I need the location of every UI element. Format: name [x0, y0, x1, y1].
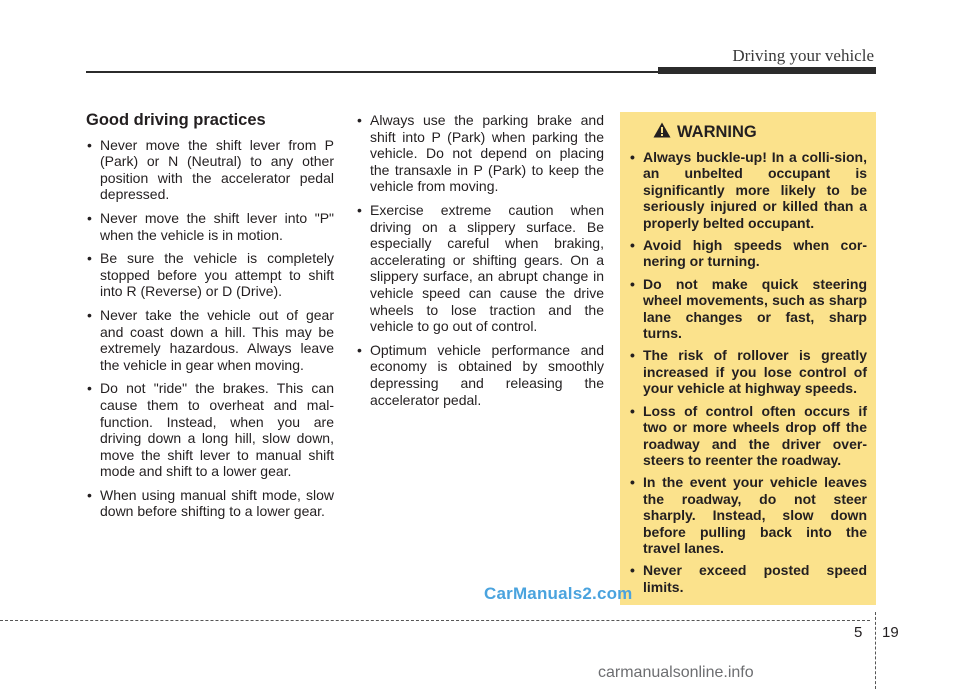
warning-box: [620, 112, 876, 605]
list-item: • In the event your vehicle leaves the roadway, do not steer sharply. Instead, slow down before pulling back into the travel lanes.: [629, 474, 867, 556]
list-item: • Never exceed posted speed limits.: [629, 562, 867, 595]
list-item: • Loss of control often occurs if two or more wheels drop off the roadway and the driver over-steers to reenter the roadway.: [629, 403, 867, 469]
footer-divider: [875, 612, 876, 689]
chapter-number: 5: [854, 624, 863, 641]
list-item: • Never move the shift lever from P (Park) or N (Neutral) to any other position with the accelerator pedal depressed.: [86, 137, 334, 203]
warning-bullet-list: [629, 149, 867, 595]
list-item: • Avoid high speeds when cor-nering or turning.: [629, 237, 867, 270]
list-item: • Optimum vehicle performance and economy is obtained by smoothly depressing and releasing the accelerator pedal.: [356, 342, 604, 408]
list-item: • Always use the parking brake and shift into P (Park) when parking the vehicle. Do not depend on placing the transaxle in P (Park) to keep the vehicle from moving.: [356, 112, 604, 195]
list-item: • Never move the shift lever into "P" when the vehicle is in motion.: [86, 210, 334, 243]
warning-title: WARNING: [677, 123, 757, 141]
list-item: • Always buckle-up! In a colli-sion, an unbelted occupant is significantly more likely to be seriously injured or killed than a properly belted occupant.: [629, 149, 867, 231]
page-number: 19: [882, 624, 899, 641]
middle-bullet-list: [356, 112, 604, 408]
header-rule-accent: [658, 67, 876, 74]
left-bullet-list: [86, 137, 334, 520]
list-item: • The risk of rollover is greatly increased if you lose control of your vehicle at highway speeds.: [629, 347, 867, 396]
header-rule: [86, 71, 658, 73]
footer-brand-text: carmanualsonline.info: [598, 664, 754, 681]
warning-triangle-icon: [653, 122, 671, 143]
watermark-text: CarManuals2.com: [484, 584, 633, 603]
list-item: • Never take the vehicle out of gear and coast down a hill. This may be extremely hazardous. Always leave the vehicle in gear when moving.: [86, 307, 334, 373]
footer-rule: [0, 620, 870, 621]
warning-header: [653, 122, 867, 143]
middle-column: [356, 112, 604, 415]
list-item: • Do not make quick steering wheel movements, such as sharp lane changes or fast, sharp turns.: [629, 276, 867, 342]
list-item: • Exercise extreme caution when driving on a slippery surface. Be especially careful when braking, accelerating or shifting gears. On a slippery surface, an abrupt change in vehicle speed can cause the drive wheels to lose traction and the vehicle to go out of control.: [356, 202, 604, 335]
list-item: • Be sure the vehicle is completely stopped before you attempt to shift into R (Reverse) or D (Drive).: [86, 250, 334, 300]
section-heading: Good driving practices: [86, 111, 266, 129]
list-item: • When using manual shift mode, slow down before shifting to a lower gear.: [86, 487, 334, 520]
list-item: • Do not "ride" the brakes. This can cause them to overheat and mal-function. Instead, when you are driving down a long hill, slow down, move the shift lever to manual shift mode and shift to a lower gear.: [86, 380, 334, 480]
left-column: [86, 112, 334, 527]
page-header-title: Driving your vehicle: [732, 46, 874, 65]
